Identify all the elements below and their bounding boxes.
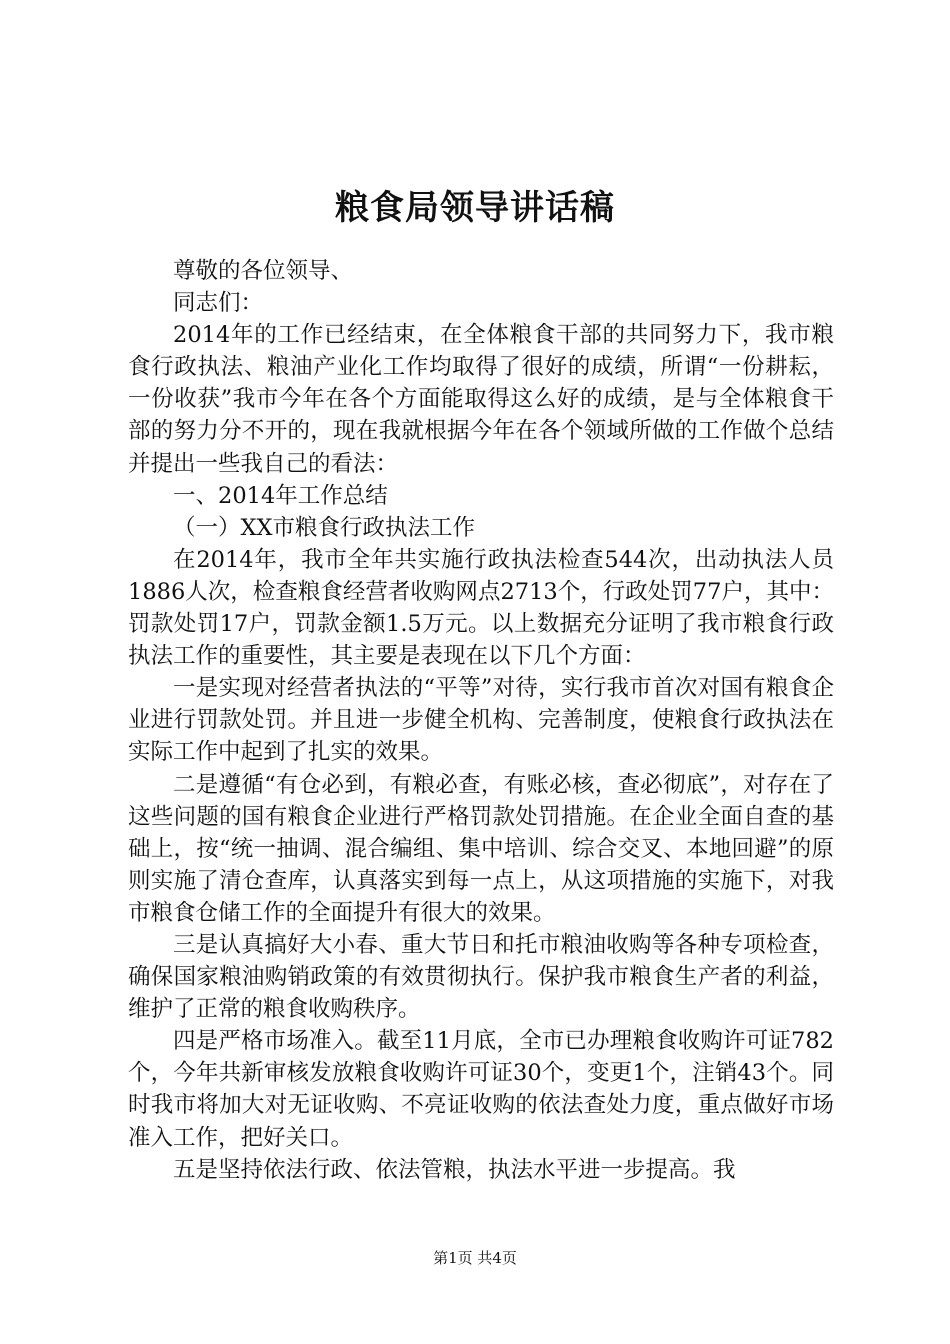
- intro-paragraph: 2014年的工作已经结束，在全体粮食干部的共同努力下，我市粮食行政执法、粮油产业化工作均取得了很好的成绩，所谓“一份耕耘，一份收获”我市今年在各个方面能取得这么好的成绩，是与全体粮食干部的努力分不开的，现在我就根据今年在各个领域所做的工作做个总结并提出一些我自己的看法：: [128, 322, 834, 477]
- document-body: [128, 255, 834, 1186]
- body-paragraph: 二是遵循“有仓必到，有粮必查，有账必核，查必彻底”，对存在了这些问题的国有粮食企业进行严格罚款处罚措施。在企业全面自查的基础上，按“统一抽调、混合编组、集中培训、综合交叉、本地回避”的原则实施了清仓查库，认真落实到每一点上，从这项措施的实施下，对我市粮食仓储工作的全面提升有很大的效果。: [128, 771, 834, 926]
- salutation-line-1: 尊敬的各位领导、: [173, 258, 354, 284]
- body-paragraph: 在2014年，我市全年共实施行政执法检查544次，出动执法人员1886人次，检查粮食经营者收购网点2713个，行政处罚77户，其中：罚款处罚17户，罚款金额1.5万元。以上数据充分证明了我市粮食行政执法工作的重要性，其主要是表现在以下几个方面：: [128, 546, 834, 670]
- salutation-line-2: 同志们：: [173, 290, 264, 317]
- subsection-heading: （一）XX市粮食行政执法工作: [173, 514, 476, 541]
- body-paragraph: 五是坚持依法行政、依法管粮，执法水平进一步提高。我: [173, 1156, 736, 1183]
- page-number-footer: 第1页 共4页: [433, 1249, 517, 1267]
- body-paragraph: 三是认真搞好大小春、重大节日和托市粮油收购等各种专项检查，确保国家粮油购销政策的有效贯彻执行。保护我市粮食生产者的利益，维护了正常的粮食收购秩序。: [128, 931, 834, 1023]
- body-paragraph: 四是严格市场准入。截至11月底，全市已办理粮食收购许可证782个，今年共新审核发放粮食收购许可证30个，变更1个，注销43个。同时我市将加大对无证收购、不亮证收购的依法查处力度，重点做好市场准入工作，把好关口。: [128, 1028, 834, 1151]
- section-heading: 一、2014年工作总结: [173, 482, 388, 509]
- document-title: 粮食局领导讲话稿: [335, 188, 615, 228]
- body-paragraph: 一是实现对经营者执法的“平等”对待，实行我市首次对国有粮食企业进行罚款处罚。并且进一步健全机构、完善制度，使粮食行政执法在实际工作中起到了扎实的效果。: [128, 675, 834, 766]
